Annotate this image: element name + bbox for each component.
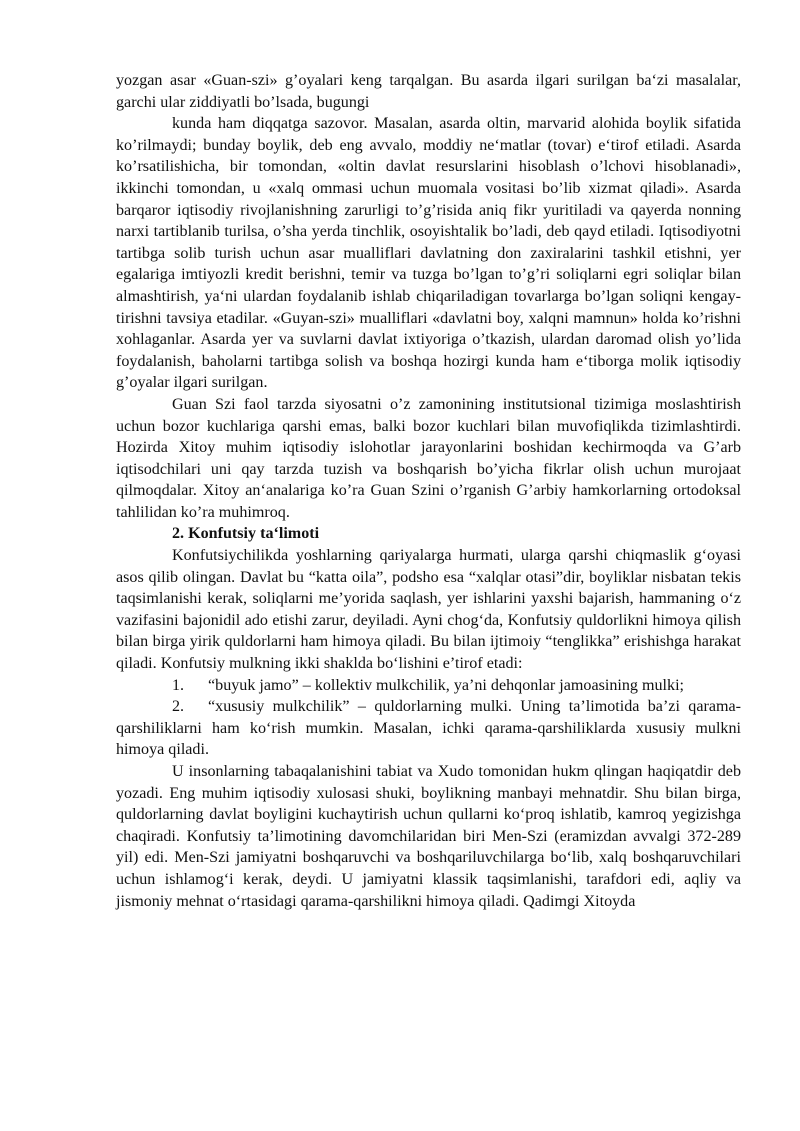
paragraph-confucianism: Konfutsiychilikda yoshlarning qariyalarga hurmati, ularga qarshi chiqmaslik g‘oyasi asos qilib olingan. Davlat bu “katta oila”, podsho esa “xalqlar otasi”dir, boyliklar nisbatan tekis taqsimlanishi kerak, soliqlarni me’yorida saqlash, yer ishlarini yaxshi bajarish, hammaning o‘z vazifasini bajonidil ado etishi zarur, deyiladi. Ayni chog‘da, Konfutsiy quldorlikni himoya qilish bilan birga yirik quldorlarni ham himoya qiladi. Bu bilan ijtimoiy “tenglikka” erishishga harakat qiladi. Konfutsiy mulkning ikki shaklda bo‘lishini e’tirof etadi:	[116, 547, 741, 673]
paragraph-guan-szi-policy: Guan Szi faol tarzda siyosatni o’z zamonining institutsional tizimiga moslashtirish uchun bozor kuchlariga qarshi emas, balki bozor kuchlari bilan muvofiqlikda tizimlashtirdi. Hozirda Xitoy muhim iqtisodiy islohotlar jarayonlarini boshidan kechirmoqda va G’arb iqtisodchilari uni qay tarzda tuzish va boshqarish bo’yicha fikrlar olish uchun murojaat qilmoqdalar. Xitoy an‘analariga ko’ra Guan Szini o’rganish G’arbiy hamkorlarning ortodoksal tahlilidan ko’ra muhimroq.	[116, 395, 741, 521]
list-item	[116, 675, 741, 697]
list-number: 1.	[172, 676, 185, 694]
document-page	[116, 70, 741, 912]
list-item	[116, 696, 741, 761]
list-text: “xususiy mulkchilik” – quldorlarning mulki. Uning ta’limotida ba’zi qarama-qarshiliklarni ham ko‘rish mumkin. Masalan, ichki qarama-qarshiliklarda xususiy mulkni himoya qiladi.	[116, 698, 741, 759]
paragraph-intro: yozgan asar «Guan-szi» g’oyalari keng tarqalgan. Bu asarda ilgari surilgan ba‘zi masalalar, garchi ular ziddiyatli bo’lsada, bugungi	[116, 72, 741, 111]
paragraph-guan-szi-ideas: kunda ham diqqatga sazovor. Masalan, asarda oltin, marvarid alohida boylik sifatida ko’rilmaydi; bunday boylik, deb eng avvalo, moddiy ne‘matlar (tovar) e‘tirof etiladi. Asarda ko’rsatilishicha, bir tomondan, «oltin davlat resurslarini hisoblash o’lchovi hisoblanadi», ikkinchi tomondan, u «xalq ommasi uchun muomala vositasi bo’lib xizmat qiladi». Asarda barqaror iqtisodiy rivojlanishning zarurligi to’g’risida aniq fikr yuritiladi va qayerda nonning narxi tartiblanib turilsa, o’sha yerda tinchlik, osoyishtalik bo’ladi, deb qayd etiladi. Iqtisodiyotni tartibga solib turish uchun asar mualliflari davlatning don zaxiralarini tashkil etishni, yer egalariga imtiyozli kredit berishni, temir va tuzga bo’lgan to’g’ri soliqlarni egri soliqlar bilan almashtirish, ya‘ni ulardan foydalanib ishlab chiqariladigan tovarlarga bo’lgan soliqni kengay- tirishni tavsiya etadilar. «Guyan-szi» mualliflari «davlatni boy, xalqni mamnun» holda ko’rishni xohlaganlar. Asarda yer va suvlarni davlat ixtiyoriga o’tkazish, ulardan daromad olish yo’lida foydalanish, baholarni tartibga solish va boshqa hozirgi kunda ham e‘tiborga molik iqtisodiy g’oyalar ilgari surilgan.	[116, 115, 741, 392]
list-number: 2.	[172, 698, 185, 716]
paragraph-men-szi: U insonlarning tabaqalanishini tabiat va Xudo tomonidan hukm qlingan haqiqatdir deb yozadi. Eng muhim iqtisodiy xulosasi shuki, boylikning manbayi mehnatdir. Shu bilan birga, quldorlarning davlat boyligini kuchaytirish uchun qullarni ko‘proq ishlatib, kamroq yegizishga chaqiradi. Konfutsiy ta’limotining davomchilaridan biri Men-Szi (eramizdan avvalgi 372-289 yil) edi. Men-Szi jamiyatni boshqaruvchi va boshqariluvchilarga bo‘lib, xalq boshqaruvchilari uchun ishlamog‘i kerak, deydi. U jamiyatni klassik taqsimlanishi, tarafdori edi, aqliy va jismoniy mehnat o‘rtasidagi qarama-qarshilikni himoya qiladi. Qadimgi Xitoyda	[116, 763, 741, 910]
list-text: “buyuk jamo” – kollektiv mulkchilik, ya’ni dehqonlar jamoasining mulki;	[208, 676, 685, 694]
section-heading: 2. Konfutsiy ta‘limoti	[172, 525, 320, 543]
